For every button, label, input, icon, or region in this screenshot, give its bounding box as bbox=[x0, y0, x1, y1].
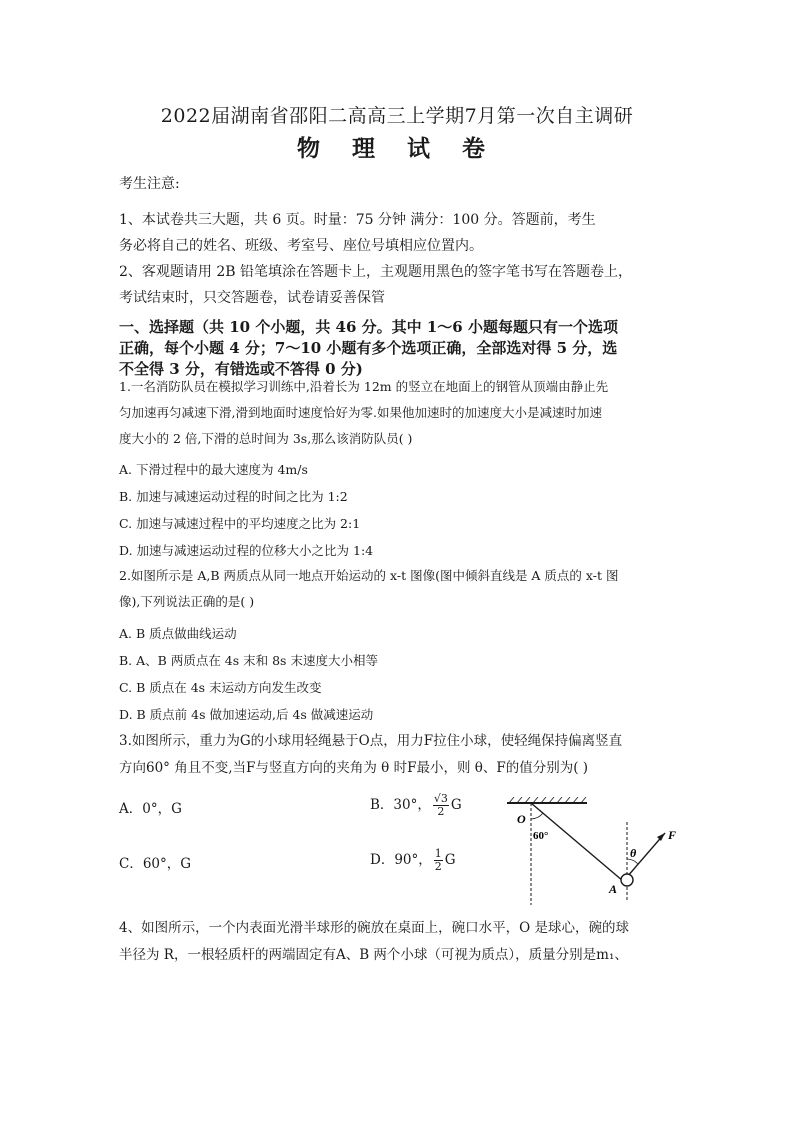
question-2-option-d: D. B 质点前 4s 做加速运动,后 4s 做减速运动 bbox=[119, 707, 374, 722]
notice-item-1 bbox=[119, 207, 679, 259]
question-1-option-b: B. 加速与减速运动过程的时间之比为 1:2 bbox=[119, 489, 348, 504]
question-3-figure bbox=[505, 797, 685, 907]
question-3-line-2: 方向60° 角且不变,当F与竖直方向的夹角为 θ 时F最小，则 θ、F的值分别为( ) bbox=[119, 760, 589, 776]
angle-arc bbox=[531, 813, 543, 819]
label-o: O bbox=[517, 812, 526, 826]
question-1-option-c: C. 加速与减速过程中的平均速度之比为 2:1 bbox=[119, 516, 361, 531]
question-2-stem bbox=[119, 563, 679, 615]
force-arrowhead bbox=[657, 833, 665, 841]
section-heading-line-3: 不全得 3 分，有错选或不答得 0 分) bbox=[119, 360, 363, 378]
fraction-sqrt3-over-2 bbox=[433, 793, 449, 818]
question-2-line-1: 2.如图所示是 A,B 两质点从同一地点开始运动的 x-t 图像(图中倾斜直线是 A 质点的 x-t 图 bbox=[119, 568, 619, 583]
question-1-line-1: 1.一名消防队员在模拟学习训练中,沿着长为 12m 的竖立在地面上的钢管从顶端由静止先 bbox=[119, 379, 609, 394]
fraction-denominator: 2 bbox=[434, 860, 442, 873]
exam-title: 2022届湖南省邵阳二高高三上学期7月第一次自主调研 bbox=[160, 105, 634, 127]
label-theta: θ bbox=[630, 846, 637, 860]
section-heading-line-2: 正确，每个小题 4 分；7～10 小题有多个选项正确，全部选对得 5 分，选 bbox=[119, 339, 618, 357]
question-2-option-a: A. B 质点做曲线运动 bbox=[119, 626, 237, 641]
rope-line bbox=[531, 803, 623, 881]
question-1-line-3: 度大小的 2 倍,下滑的总时间为 3s,那么该消防队员( ) bbox=[119, 431, 413, 446]
notice-item-2-line-2: 考试结束时，只交答题卷，试卷请妥善保管 bbox=[119, 290, 385, 306]
notice-item-1-line-1: 1、本试卷共三大题，共 6 页。时量：75 分钟 满分：100 分。答题前，考生 bbox=[119, 212, 596, 228]
question-1-option-a: A. 下滑过程中的最大速度为 4m/s bbox=[119, 462, 308, 477]
question-4-line-1: 4、如图所示，一个内表面光滑半球形的碗放在桌面上，碗口水平，O 是球心，碗的球 bbox=[119, 920, 629, 936]
label-a: A bbox=[609, 882, 618, 896]
label-f: F bbox=[668, 828, 677, 842]
question-3-option-b bbox=[370, 793, 462, 818]
fraction-numerator: 1 bbox=[434, 847, 442, 860]
section-heading-line-1: 一、选择题（共 10 个小题，共 46 分。其中 1～6 小题每题只有一个选项 bbox=[119, 318, 618, 336]
question-3-option-c: C．60°，G bbox=[119, 856, 192, 872]
question-2-line-2: 像),下列说法正确的是( ) bbox=[119, 594, 255, 609]
question-3-option-b-prefix: B．30°， bbox=[370, 797, 431, 813]
question-3-option-d-suffix: G bbox=[444, 852, 456, 868]
question-3-line-1: 3.如图所示，重力为G的小球用轻绳悬于O点，用力F拉住小球，使轻绳保持偏离竖直 bbox=[119, 733, 623, 749]
notice-item-2-line-1: 2、客观题请用 2B 铅笔填涂在答题卡上，主观题用黑色的签字笔书写在答题卷上， bbox=[119, 264, 633, 280]
question-3-option-b-suffix: G bbox=[450, 797, 462, 813]
question-4-line-2: 半径为 R，一根轻质杆的两端固定有A、B 两个小球（可视为质点），质量分别是m₁、 bbox=[119, 947, 628, 963]
question-2-option-c: C. B 质点在 4s 末运动方向发生改变 bbox=[119, 680, 322, 695]
question-4-stem bbox=[119, 915, 679, 969]
question-2-option-b: B. A、B 两质点在 4s 末和 8s 末速度大小相等 bbox=[119, 653, 378, 668]
question-3-option-a: A．0°，G bbox=[119, 801, 182, 817]
label-60-degrees: 60° bbox=[533, 830, 549, 842]
question-1-line-2: 匀加速再匀减速下滑,滑到地面时速度恰好为零.如果他加速时的加速度大小是减速时加速 bbox=[119, 405, 602, 420]
question-1-option-d: D. 加速与减速运动过程的位移大小之比为 1:4 bbox=[119, 543, 374, 558]
ball-circle bbox=[621, 874, 633, 886]
question-3-option-d-prefix: D．90°， bbox=[370, 852, 432, 868]
fraction-numerator: √3 bbox=[433, 792, 448, 805]
question-3-option-d bbox=[370, 848, 456, 873]
fraction-1-over-2 bbox=[434, 848, 443, 873]
notice-item-1-line-2: 务必将自己的姓名、班级、考室号、座位号填相应位置内。 bbox=[119, 238, 483, 254]
question-3-stem bbox=[119, 728, 679, 782]
notice-item-2 bbox=[119, 259, 679, 311]
section-heading bbox=[119, 317, 679, 380]
notice-heading: 考生注意: bbox=[119, 176, 180, 192]
exam-subject-title: 物 理 试 卷 bbox=[296, 135, 498, 162]
fraction-denominator: 2 bbox=[437, 805, 445, 818]
question-1-stem bbox=[119, 374, 679, 452]
